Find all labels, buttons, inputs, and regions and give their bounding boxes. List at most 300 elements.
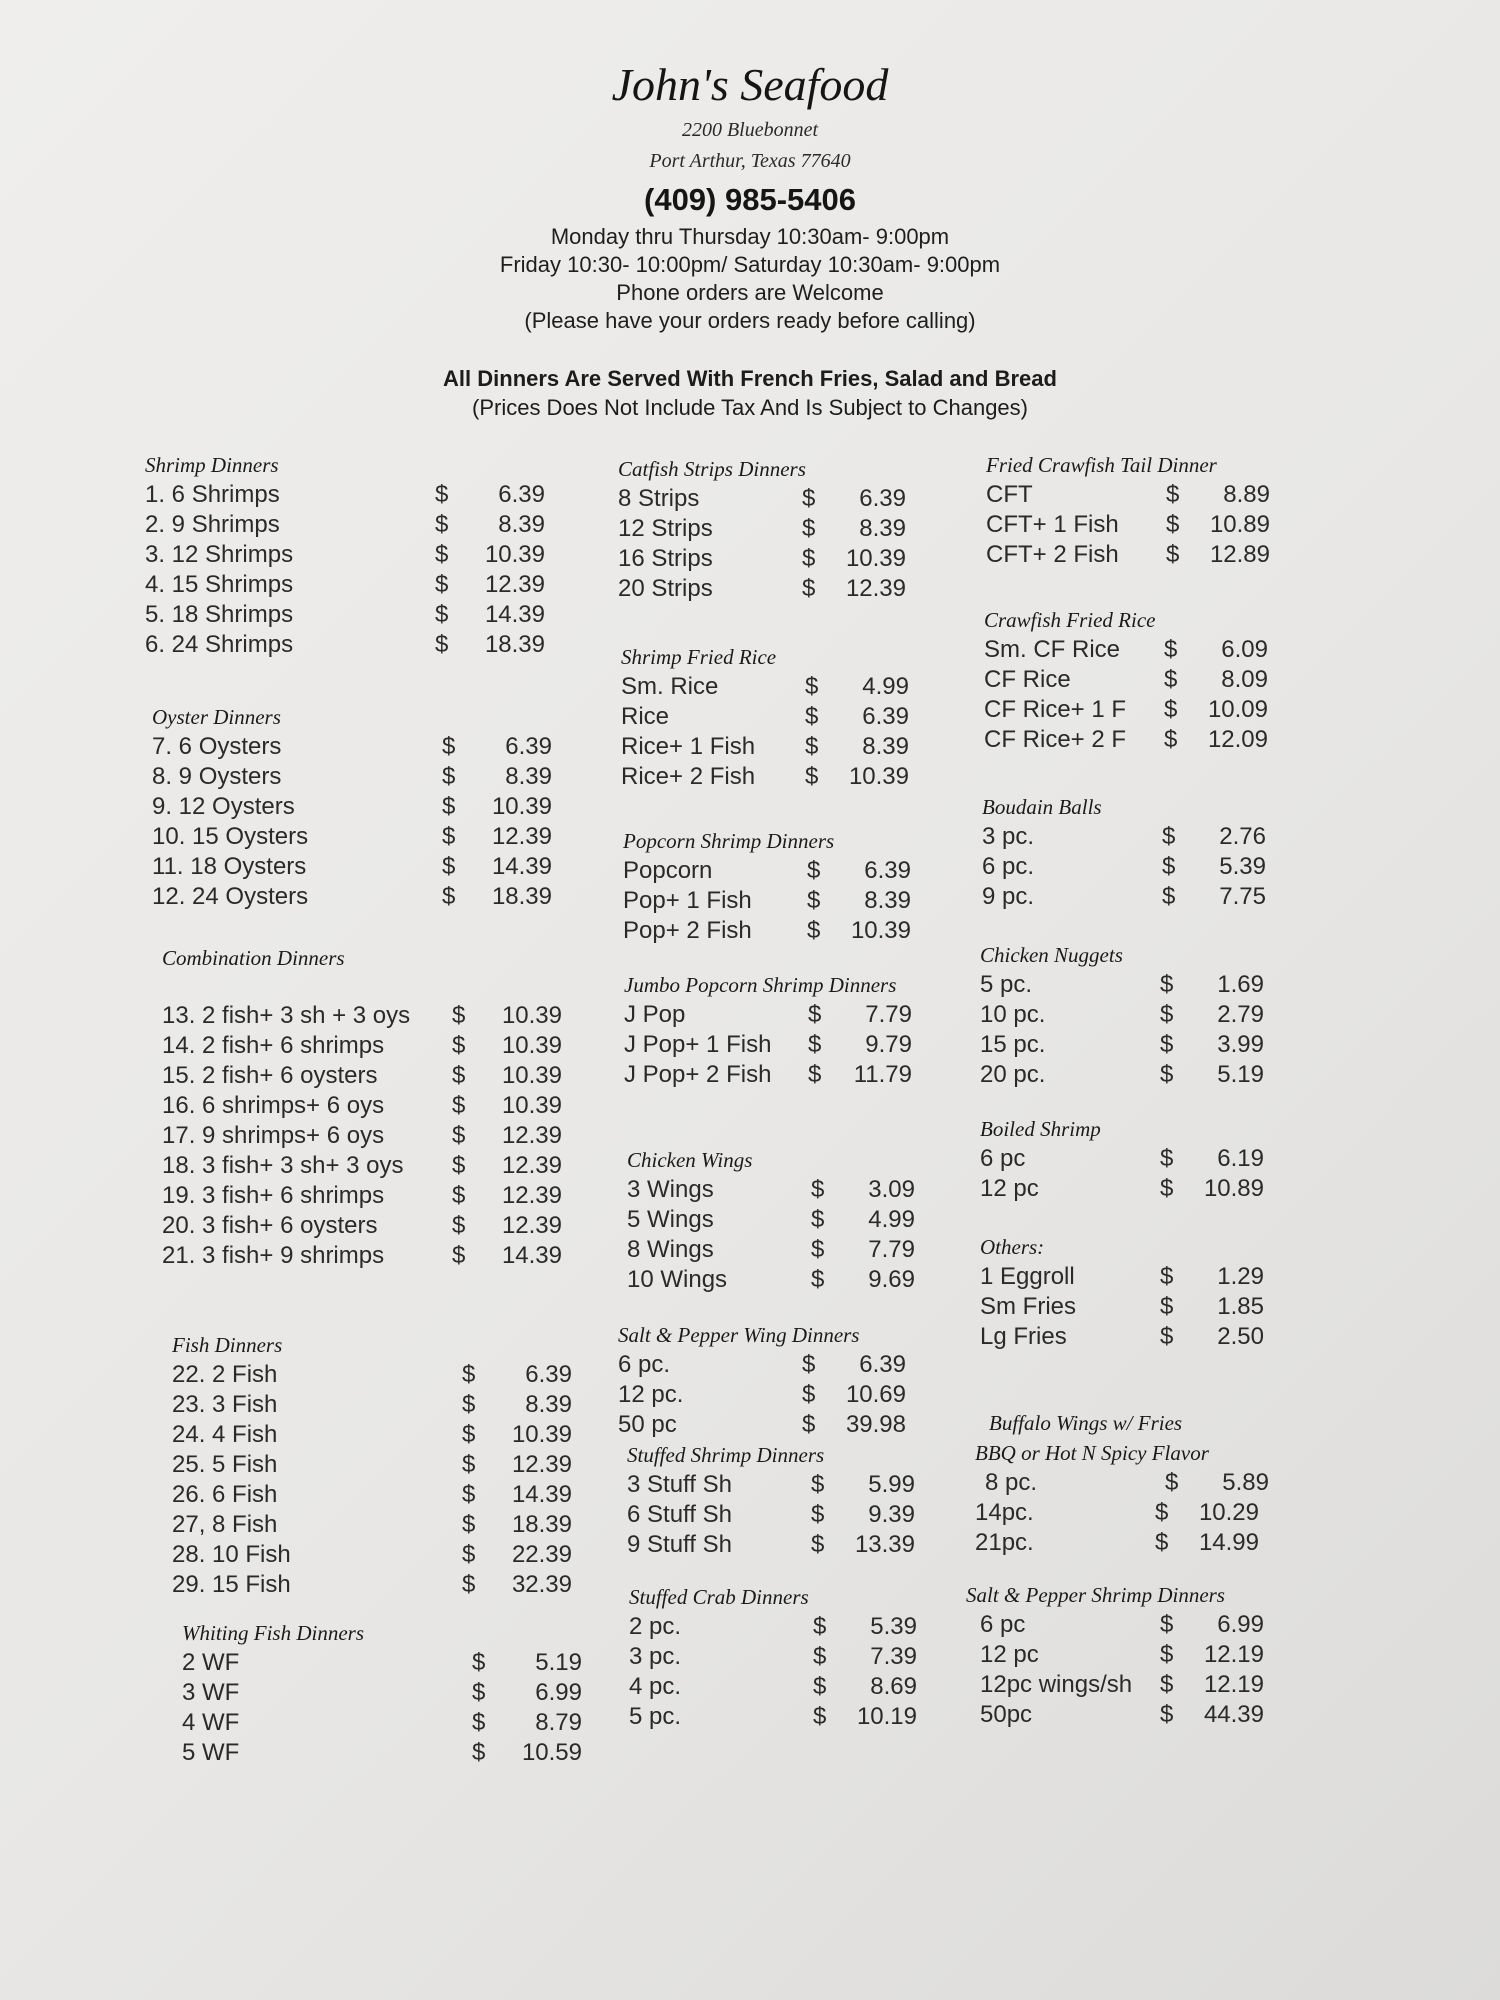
menu-item-price: 5.19 xyxy=(535,1649,582,1676)
menu-item-price: 39.98 xyxy=(845,1411,906,1438)
currency-symbol: $ xyxy=(1164,726,1178,753)
menu-item-price: 10.39 xyxy=(501,1002,562,1029)
section-title: Fish Dinners xyxy=(172,1333,283,1357)
menu-item-name: 29. 15 Fish xyxy=(172,1571,291,1598)
menu-item-row xyxy=(627,1175,915,1205)
menu-item-row xyxy=(172,1360,572,1390)
menu-item-row xyxy=(152,852,552,882)
section-stuffed-crab xyxy=(629,1582,917,1732)
menu-item-row xyxy=(162,1091,562,1121)
currency-symbol: $ xyxy=(462,1481,476,1508)
currency-symbol: $ xyxy=(805,763,819,790)
menu-item-price: 8.39 xyxy=(864,887,911,914)
menu-item-name: 3 Wings xyxy=(627,1176,714,1203)
phone-number: (409) 985-5406 xyxy=(644,182,856,217)
section-title: Crawfish Fried Rice xyxy=(984,608,1156,632)
menu-item-price: 11.79 xyxy=(853,1061,912,1088)
menu-item-price: 18.39 xyxy=(484,631,545,658)
currency-symbol: $ xyxy=(472,1709,486,1736)
menu-item-row xyxy=(986,510,1270,540)
menu-item-name: 21. 3 fish+ 9 shrimps xyxy=(162,1242,385,1269)
menu-item-row xyxy=(980,1670,1264,1700)
menu-item-price: 8.39 xyxy=(525,1391,572,1418)
section-title: Popcorn Shrimp Dinners xyxy=(623,829,835,853)
section-stuffed-shrimp xyxy=(627,1440,915,1560)
menu-item-price: 12.39 xyxy=(501,1122,562,1149)
menu-item-row xyxy=(980,1610,1264,1640)
menu-item-price: 10.89 xyxy=(1209,511,1270,538)
menu-item-price: 10.39 xyxy=(845,545,906,572)
currency-symbol: $ xyxy=(1160,1701,1174,1728)
currency-symbol: $ xyxy=(1160,1293,1174,1320)
menu-item-name: 12. 24 Oysters xyxy=(152,883,309,910)
menu-item-name: 2. 9 Shrimps xyxy=(145,511,280,538)
menu-item-row xyxy=(618,1380,906,1410)
menu-item-row xyxy=(984,725,1268,755)
menu-item-name: 11. 18 Oysters xyxy=(152,853,307,880)
menu-item-row xyxy=(985,1468,1269,1498)
currency-symbol: $ xyxy=(802,1411,816,1438)
menu-item-row xyxy=(152,792,552,822)
menu-item-price: 8.09 xyxy=(1221,666,1268,693)
currency-symbol: $ xyxy=(442,763,456,790)
menu-item-price: 7.79 xyxy=(865,1001,912,1028)
menu-item-name: 9 pc. xyxy=(982,883,1035,910)
section-chicken-nuggets xyxy=(980,940,1264,1090)
menu-item-name: 22. 2 Fish xyxy=(172,1361,278,1388)
menu-item-price: 7.79 xyxy=(868,1236,915,1263)
currency-symbol: $ xyxy=(811,1501,825,1528)
currency-symbol: $ xyxy=(1160,1611,1174,1638)
section-title: Salt & Pepper Wing Dinners xyxy=(618,1323,860,1347)
menu-item-name: 1 Eggroll xyxy=(980,1263,1075,1290)
currency-symbol: $ xyxy=(802,515,816,542)
section-title: Oyster Dinners xyxy=(152,705,281,729)
currency-symbol: $ xyxy=(1160,1263,1174,1290)
menu-item-row xyxy=(629,1702,917,1732)
menu-item-name: 1. 6 Shrimps xyxy=(145,481,280,508)
menu-item-row xyxy=(986,540,1270,570)
section-whiting-fish-dinners xyxy=(182,1618,582,1768)
menu-item-name: 3. 12 Shrimps xyxy=(145,541,294,568)
menu-item-name: J Pop xyxy=(624,1001,686,1028)
menu-item-row xyxy=(162,1151,562,1181)
menu-item-row xyxy=(618,574,906,604)
menu-item-name: 6 Stuff Sh xyxy=(627,1501,732,1528)
section-title: Boiled Shrimp xyxy=(980,1117,1101,1141)
menu-item-name: 27, 8 Fish xyxy=(172,1511,278,1538)
menu-item-price: 6.39 xyxy=(505,733,552,760)
menu-item-row xyxy=(152,822,552,852)
currency-symbol: $ xyxy=(1160,1001,1174,1028)
menu-item-row xyxy=(629,1612,917,1642)
menu-item-row xyxy=(145,630,545,660)
phone-orders-note: Phone orders are Welcome xyxy=(616,280,884,305)
section-spacer xyxy=(162,973,345,1001)
menu-item-name: Rice xyxy=(621,703,670,730)
menu-item-price: 14.39 xyxy=(501,1242,562,1269)
menu-item-name: 4 pc. xyxy=(629,1673,682,1700)
menu-item-name: 18. 3 fish+ 3 sh+ 3 oys xyxy=(162,1152,404,1179)
menu-item-row xyxy=(624,1000,912,1030)
menu-item-row xyxy=(621,762,909,792)
menu-item-price: 3.09 xyxy=(868,1176,915,1203)
menu-item-price: 4.99 xyxy=(862,673,909,700)
currency-symbol: $ xyxy=(1164,636,1178,663)
currency-symbol: $ xyxy=(1160,1145,1174,1172)
menu-item-name: 12pc wings/sh xyxy=(980,1671,1133,1698)
menu-item-price: 22.39 xyxy=(511,1541,572,1568)
section-fish-dinners xyxy=(172,1330,572,1600)
menu-item-name: 6 pc xyxy=(980,1611,1026,1638)
menu-item-row xyxy=(621,732,909,762)
currency-symbol: $ xyxy=(435,511,449,538)
menu-item-name: 10. 15 Oysters xyxy=(152,823,309,850)
menu-item-name: 12 pc xyxy=(980,1641,1039,1668)
currency-symbol: $ xyxy=(805,673,819,700)
currency-symbol: $ xyxy=(1160,1031,1174,1058)
menu-item-price: 3.99 xyxy=(1217,1031,1264,1058)
menu-item-name: 25. 5 Fish xyxy=(172,1451,278,1478)
menu-item-price: 2.50 xyxy=(1217,1323,1264,1350)
menu-item-name: 14pc. xyxy=(975,1499,1034,1526)
menu-item-row xyxy=(172,1510,572,1540)
menu-item-row xyxy=(162,1121,562,1151)
menu-item-name: Popcorn xyxy=(623,857,713,884)
section-salt-pepper-shrimp xyxy=(966,1580,1264,1730)
menu-item-row xyxy=(621,672,909,702)
menu-item-price: 10.69 xyxy=(845,1381,906,1408)
section-boiled-shrimp xyxy=(980,1114,1264,1204)
menu-item-row xyxy=(980,1174,1264,1204)
section-subtitle: BBQ or Hot N Spicy Flavor xyxy=(975,1441,1209,1465)
menu-item-name: CFT+ 1 Fish xyxy=(986,511,1119,538)
currency-symbol: $ xyxy=(1155,1499,1169,1526)
menu-item-price: 10.39 xyxy=(511,1421,572,1448)
menu-item-price: 12.09 xyxy=(1207,726,1268,753)
currency-symbol: $ xyxy=(452,1242,466,1269)
currency-symbol: $ xyxy=(452,1182,466,1209)
menu-item-name: 9. 12 Oysters xyxy=(152,793,295,820)
menu-item-price: 10.39 xyxy=(848,763,909,790)
section-salt-pepper-wings xyxy=(618,1320,906,1440)
currency-symbol: $ xyxy=(442,823,456,850)
menu-item-row xyxy=(162,1181,562,1211)
menu-item-price: 4.99 xyxy=(868,1206,915,1233)
currency-symbol: $ xyxy=(435,601,449,628)
menu-item-price: 1.69 xyxy=(1217,971,1264,998)
menu-item-name: 6 pc xyxy=(980,1145,1026,1172)
currency-symbol: $ xyxy=(1160,1175,1174,1202)
section-others xyxy=(980,1232,1264,1352)
currency-symbol: $ xyxy=(813,1703,827,1730)
menu-item-name: 3 pc. xyxy=(629,1643,682,1670)
section-title: Whiting Fish Dinners xyxy=(182,1621,364,1645)
menu-item-name: 8 Strips xyxy=(618,485,700,512)
currency-symbol: $ xyxy=(1160,1671,1174,1698)
menu-item-name: 50pc xyxy=(980,1701,1033,1728)
menu-item-name: 8 pc. xyxy=(985,1469,1038,1496)
menu-item-name: Sm Fries xyxy=(980,1293,1076,1320)
menu-item-row xyxy=(162,1211,562,1241)
currency-symbol: $ xyxy=(811,1531,825,1558)
section-title: Catfish Strips Dinners xyxy=(618,457,806,481)
menu-item-price: 10.39 xyxy=(501,1032,562,1059)
section-title: Combination Dinners xyxy=(162,946,345,970)
currency-symbol: $ xyxy=(1162,823,1176,850)
menu-item-name: 14. 2 fish+ 6 shrimps xyxy=(162,1032,385,1059)
menu-item-name: Lg Fries xyxy=(980,1323,1067,1350)
menu-item-name: J Pop+ 1 Fish xyxy=(624,1031,772,1058)
menu-item-name: Rice+ 1 Fish xyxy=(621,733,756,760)
menu-item-row xyxy=(162,1061,562,1091)
menu-item-name: 6 pc. xyxy=(982,853,1035,880)
currency-symbol: $ xyxy=(808,1031,822,1058)
currency-symbol: $ xyxy=(1165,1469,1179,1496)
currency-symbol: $ xyxy=(813,1673,827,1700)
currency-symbol: $ xyxy=(462,1511,476,1538)
currency-symbol: $ xyxy=(1164,666,1178,693)
price-disclaimer: (Prices Does Not Include Tax And Is Subject to Changes) xyxy=(472,395,1028,420)
menu-item-name: 24. 4 Fish xyxy=(172,1421,278,1448)
menu-item-row xyxy=(618,544,906,574)
menu-item-name: CF Rice+ 1 F xyxy=(984,696,1127,723)
section-jumbo-popcorn-shrimp xyxy=(624,970,912,1090)
currency-symbol: $ xyxy=(807,857,821,884)
currency-symbol: $ xyxy=(1166,541,1180,568)
menu-item-row xyxy=(627,1265,915,1295)
currency-symbol: $ xyxy=(452,1122,466,1149)
section-shrimp-fried-rice xyxy=(621,642,909,792)
currency-symbol: $ xyxy=(472,1679,486,1706)
currency-symbol: $ xyxy=(802,575,816,602)
section-shrimp-dinners xyxy=(145,450,545,660)
menu-item-name: 2 pc. xyxy=(629,1613,682,1640)
currency-symbol: $ xyxy=(1160,1323,1174,1350)
menu-item-row xyxy=(984,665,1268,695)
currency-symbol: $ xyxy=(442,883,456,910)
menu-item-name: Pop+ 1 Fish xyxy=(623,887,752,914)
section-title: Boudain Balls xyxy=(982,795,1102,819)
menu-item-price: 9.69 xyxy=(868,1266,915,1293)
currency-symbol: $ xyxy=(462,1451,476,1478)
menu-item-price: 1.29 xyxy=(1217,1263,1264,1290)
menu-item-name: CF Rice+ 2 F xyxy=(984,726,1127,753)
section-title: Shrimp Dinners xyxy=(145,453,279,477)
menu-item-name: 8. 9 Oysters xyxy=(152,763,282,790)
menu-item-row xyxy=(627,1530,915,1560)
menu-item-name: Pop+ 2 Fish xyxy=(623,917,752,944)
menu-item-price: 10.39 xyxy=(484,541,545,568)
menu-item-name: J Pop+ 2 Fish xyxy=(624,1061,772,1088)
menu-item-row xyxy=(982,882,1266,912)
menu-item-name: 20 pc. xyxy=(980,1061,1046,1088)
menu-item-name: 12 pc xyxy=(980,1175,1039,1202)
menu-item-name: 8 Wings xyxy=(627,1236,714,1263)
menu-item-price: 12.19 xyxy=(1203,1671,1264,1698)
menu-item-price: 12.39 xyxy=(501,1152,562,1179)
menu-item-row xyxy=(982,822,1266,852)
menu-item-row xyxy=(980,970,1264,1000)
currency-symbol: $ xyxy=(813,1643,827,1670)
menu-item-price: 10.09 xyxy=(1207,696,1268,723)
menu-item-name: 9 Stuff Sh xyxy=(627,1531,732,1558)
menu-item-name: 12 pc. xyxy=(618,1381,684,1408)
menu-item-row xyxy=(145,480,545,510)
menu-item-row xyxy=(980,1292,1264,1322)
section-fried-crawfish-tail xyxy=(986,450,1270,570)
section-catfish-strips xyxy=(618,454,906,604)
menu-item-price: 8.39 xyxy=(505,763,552,790)
menu-item-price: 14.99 xyxy=(1198,1529,1259,1556)
menu-item-price: 6.39 xyxy=(859,1351,906,1378)
menu-item-name: CFT+ 2 Fish xyxy=(986,541,1119,568)
currency-symbol: $ xyxy=(811,1266,825,1293)
currency-symbol: $ xyxy=(442,853,456,880)
menu-item-price: 6.09 xyxy=(1221,636,1268,663)
menu-item-name: 50 pc xyxy=(618,1411,677,1438)
section-title: Stuffed Shrimp Dinners xyxy=(627,1443,825,1467)
menu-item-name: 10 Wings xyxy=(627,1266,728,1293)
section-oyster-dinners xyxy=(152,702,552,912)
menu-item-price: 10.89 xyxy=(1203,1175,1264,1202)
menu-item-row xyxy=(618,484,906,514)
menu-item-name: Sm. CF Rice xyxy=(984,636,1121,663)
menu-item-price: 18.39 xyxy=(491,883,552,910)
section-title: Buffalo Wings w/ Fries xyxy=(989,1411,1183,1435)
menu-item-name: 15 pc. xyxy=(980,1031,1046,1058)
currency-symbol: $ xyxy=(811,1176,825,1203)
menu-item-price: 8.79 xyxy=(535,1709,582,1736)
section-chicken-wings xyxy=(627,1145,915,1295)
menu-item-row xyxy=(982,852,1266,882)
menu-item-price: 6.39 xyxy=(498,481,545,508)
currency-symbol: $ xyxy=(442,733,456,760)
currency-symbol: $ xyxy=(452,1002,466,1029)
menu-item-price: 10.19 xyxy=(856,1703,917,1730)
menu-item-name: 5. 18 Shrimps xyxy=(145,601,294,628)
currency-symbol: $ xyxy=(1164,696,1178,723)
menu-item-row xyxy=(624,1030,912,1060)
currency-symbol: $ xyxy=(805,703,819,730)
currency-symbol: $ xyxy=(1160,1061,1174,1088)
currency-symbol: $ xyxy=(462,1541,476,1568)
menu-item-name: 16. 6 shrimps+ 6 oys xyxy=(162,1092,385,1119)
currency-symbol: $ xyxy=(452,1032,466,1059)
menu-item-name: 3 Stuff Sh xyxy=(627,1471,732,1498)
menu-item-price: 12.39 xyxy=(511,1451,572,1478)
currency-symbol: $ xyxy=(1160,971,1174,998)
section-title: Chicken Wings xyxy=(627,1148,753,1172)
currency-symbol: $ xyxy=(435,541,449,568)
menu-item-name: Rice+ 2 Fish xyxy=(621,763,756,790)
currency-symbol: $ xyxy=(1166,481,1180,508)
menu-item-price: 8.39 xyxy=(498,511,545,538)
menu-item-name: 23. 3 Fish xyxy=(172,1391,278,1418)
currency-symbol: $ xyxy=(807,917,821,944)
menu-item-price: 1.85 xyxy=(1217,1293,1264,1320)
currency-symbol: $ xyxy=(472,1739,486,1766)
menu-item-price: 2.76 xyxy=(1219,823,1266,850)
menu-item-name: Sm. Rice xyxy=(621,673,719,700)
menu-item-row xyxy=(980,1060,1264,1090)
currency-symbol: $ xyxy=(462,1391,476,1418)
menu-item-row xyxy=(629,1672,917,1702)
menu-item-row xyxy=(627,1235,915,1265)
currency-symbol: $ xyxy=(452,1062,466,1089)
currency-symbol: $ xyxy=(462,1571,476,1598)
menu-item-price: 10.39 xyxy=(491,793,552,820)
menu-item-price: 5.99 xyxy=(868,1471,915,1498)
currency-symbol: $ xyxy=(811,1236,825,1263)
section-buffalo-wings xyxy=(975,1408,1269,1558)
menu-item-price: 8.69 xyxy=(870,1673,917,1700)
menu-item-name: 20. 3 fish+ 6 oysters xyxy=(162,1212,378,1239)
menu-item-row xyxy=(618,514,906,544)
section-crawfish-fried-rice xyxy=(984,605,1268,755)
menu-item-price: 14.39 xyxy=(491,853,552,880)
menu-item-price: 12.39 xyxy=(491,823,552,850)
menu-item-price: 12.39 xyxy=(845,575,906,602)
address-line-2: Port Arthur, Texas 77640 xyxy=(649,150,851,172)
menu-item-name: 2 WF xyxy=(182,1649,240,1676)
menu-item-name: 5 pc. xyxy=(980,971,1033,998)
menu-item-row xyxy=(145,570,545,600)
menu-item-name: 7. 6 Oysters xyxy=(152,733,282,760)
menu-item-price: 10.59 xyxy=(521,1739,582,1766)
menu-item-name: 10 pc. xyxy=(980,1001,1046,1028)
section-title: Chicken Nuggets xyxy=(980,943,1123,967)
menu-item-row xyxy=(984,695,1268,725)
menu-item-price: 6.19 xyxy=(1217,1145,1264,1172)
menu-item-name: 6. 24 Shrimps xyxy=(145,631,294,658)
menu-item-row xyxy=(182,1648,582,1678)
menu-item-price: 12.39 xyxy=(484,571,545,598)
menu-item-price: 32.39 xyxy=(511,1571,572,1598)
currency-symbol: $ xyxy=(442,793,456,820)
menu-item-row xyxy=(627,1500,915,1530)
currency-symbol: $ xyxy=(435,571,449,598)
menu-item-price: 6.39 xyxy=(859,485,906,512)
menu-item-row xyxy=(618,1350,906,1380)
section-title: Stuffed Crab Dinners xyxy=(629,1585,809,1609)
menu-item-price: 12.89 xyxy=(1209,541,1270,568)
menu-item-name: 4. 15 Shrimps xyxy=(145,571,294,598)
menu-item-row xyxy=(172,1390,572,1420)
currency-symbol: $ xyxy=(462,1361,476,1388)
menu-item-name: 28. 10 Fish xyxy=(172,1541,291,1568)
menu-item-row xyxy=(172,1540,572,1570)
menu-item-row xyxy=(986,480,1270,510)
menu-item-name: CF Rice xyxy=(984,666,1071,693)
menu-item-row xyxy=(980,1262,1264,1292)
menu-item-price: 8.39 xyxy=(862,733,909,760)
menu-item-price: 12.39 xyxy=(501,1182,562,1209)
section-boudain-balls xyxy=(982,792,1266,912)
menu-item-price: 6.39 xyxy=(525,1361,572,1388)
menu-item-name: 5 WF xyxy=(182,1739,240,1766)
menu-item-row xyxy=(172,1480,572,1510)
menu-item-price: 8.89 xyxy=(1223,481,1270,508)
section-title: Shrimp Fried Rice xyxy=(621,645,777,669)
hours-weekday: Monday thru Thursday 10:30am- 9:00pm xyxy=(550,224,950,249)
menu-item-row xyxy=(182,1738,582,1768)
menu-item-row xyxy=(621,702,909,732)
currency-symbol: $ xyxy=(1160,1641,1174,1668)
menu-item-row xyxy=(162,1031,562,1061)
menu-item-price: 10.39 xyxy=(850,917,911,944)
dinner-includes-notice: All Dinners Are Served With French Fries, Salad and Bread xyxy=(443,366,1057,391)
